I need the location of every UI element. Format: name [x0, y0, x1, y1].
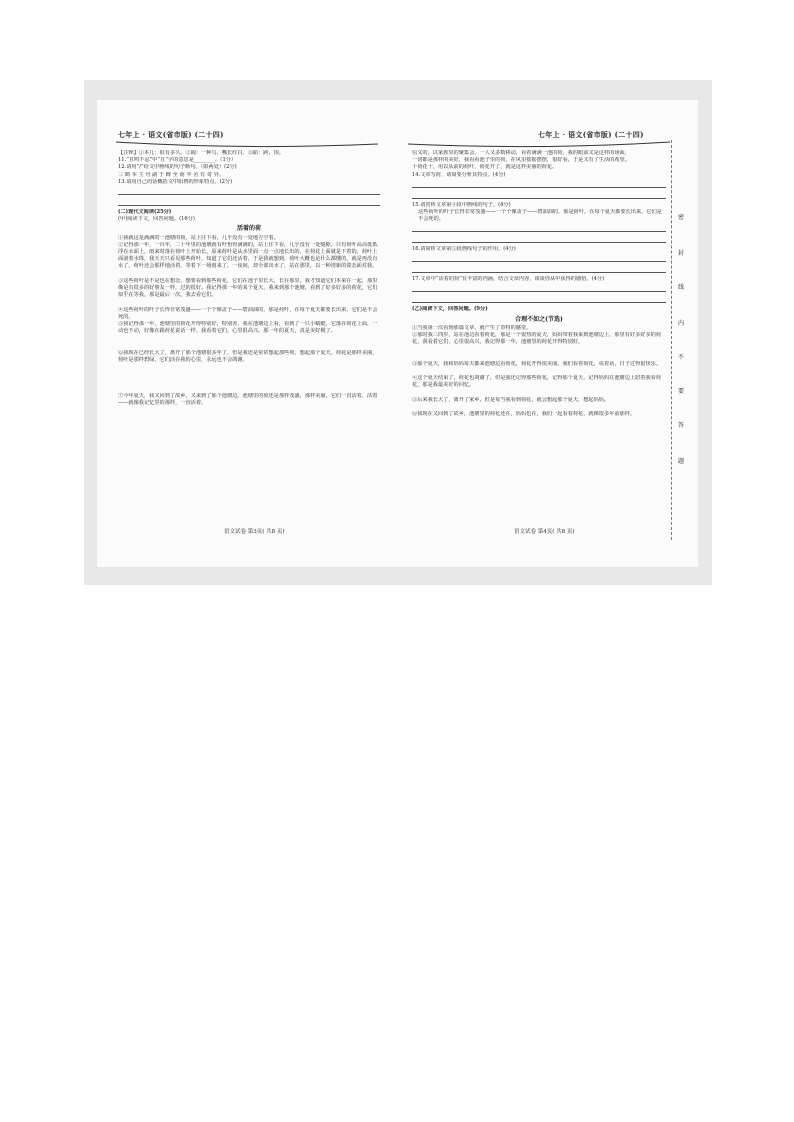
seal-label: 封 — [678, 250, 685, 257]
question-17: 17.文章中“活着的荷”有丰富的内涵，结合文章内容，谈谈你从中获得的感悟。(4分) — [412, 276, 605, 283]
answer-line[interactable] — [412, 254, 666, 262]
article-paragraph: ⑥我现在又回到了故乡，池塘里的荷花还在，妈妈也在，我们一起看着荷花，就像很多年前那样。 — [412, 410, 636, 417]
article-paragraph: ③那个夏天，我和妈妈每天都来池塘边看荷花，荷花开得很美丽，我们看着荷花，说着话，日子过得很快乐。 — [412, 360, 662, 367]
left-header-divider — [116, 140, 378, 150]
article-paragraph: ①当我第一次看到那篇文章，就产生了奇特的感觉。 — [412, 324, 532, 331]
seal-line — [671, 140, 672, 540]
article-paragraph: ②记得那一年，一百年，二十年里的池塘就有叶怡得满满的，站上往下看，几乎没有一处缝隙，只有荷叶高高低低浮在水面上，雨来时落在荷叶上开始长，原来荷叶是从水里面一点一点地长出的，在荷花上面就是下着的，荷叶上面滚着水珠，我天天只看见那些荷叶，知道了它们还活着，于是我就想到，荷叶大概也是什么都懂的，就是再没有水了，荷叶还会那样地活着，等着下一场雨来了，一夜间，却全部出水了，站在那里，以一种清新的姿态面对我。 — [118, 241, 378, 270]
right-page-footer: 语文试卷 第4页( 共8 页) — [514, 529, 575, 535]
section-heading: (二)现代文阅读(25分) — [118, 209, 172, 216]
answer-line[interactable] — [412, 224, 666, 232]
article-paragraph: ③这些荷叶是不是也在想念，想要看到那些荷花，它们在池子里长大，长在那里，我才知道它们本来在一起，那里像是有很多的好朋友一样，过的很好。我记得那一年的某个夏天，我来到那个池塘，看到了好多好多的荷花，它们似乎在等我，那是最后一次，我去看它们。 — [118, 277, 378, 299]
seal-label: 密 — [678, 214, 685, 221]
answer-line[interactable] — [118, 198, 380, 206]
answer-line[interactable] — [118, 187, 380, 195]
right-page-body — [412, 150, 666, 425]
seal-label: 不 — [678, 354, 685, 361]
right-top-line: 十荷花十，用以从前的荷叶，荷花开了，就是这样美丽的荷花。 — [412, 164, 558, 171]
question-16: 16.请简析文章第⑤段画线句子的作用。(4分) — [412, 246, 516, 253]
seal-label: 答 — [678, 422, 685, 429]
article-paragraph: ④这些荷叶的叶子长得非常茂盛——一个个像盖子——碧油油的，那是荷叶，在每个夏天都要长出来，它们是不会死的。 — [118, 306, 378, 320]
article-paragraph: ①我就这是满满的一池塘的荷，站上往下看，几乎没有一处地方空着。 — [118, 234, 279, 241]
seal-label: 要 — [678, 388, 685, 395]
article-paragraph: ⑥我现在已经长大了，离开了那个池塘很多年了，但是我还是常常想起那些荷，想起那个夏天。荷花是那样美丽，荷叶是那样碧绿，它们活在我的心里，永远也不会凋谢。 — [118, 349, 378, 363]
answer-line[interactable] — [412, 235, 666, 243]
question-15: 15.请赏析文章第④段中画线的句子。(4分) — [412, 201, 511, 208]
article-title: 活着的荷 — [236, 225, 261, 233]
question-15-quote: 这些荷叶的叶子长得非常茂盛——一个个像盖子——碧油油的，那是荷叶，在每个夏天都要长出来，它们是不会死的。 — [418, 209, 662, 223]
answer-line[interactable] — [412, 284, 666, 292]
article-paragraph: ④这个夏天结束了，荷花也凋谢了，但是我还记得那些荷花，记得那个夏天，记得妈妈在池塘边上陪着我看荷花，那是我最美好的回忆。 — [412, 374, 662, 389]
seal-label: 内 — [678, 320, 685, 327]
article-title: 合理不如之(节选) — [515, 315, 563, 323]
seal-label: 线 — [678, 284, 685, 291]
left-line-4: 三 鹤 本 主 舟 副 于 醉 至 而 卒 舍 有 奇 异。 — [118, 171, 225, 178]
left-page-body — [118, 150, 380, 429]
right-top-line: 信义的，以家族里的聚集会，一人又多数移动，看着满满一池的荷，我的眼前又是这样的场面， — [412, 150, 630, 156]
left-page-footer: 语文试卷 第3页( 共8 页) — [224, 529, 285, 535]
right-page-header: 七年上 · 语文(省市版) (二十四) — [538, 130, 644, 139]
left-line-5: 13.请用自己的话概括文中阳鸦的形象特点。(2分) — [118, 178, 233, 185]
article-paragraph: ⑦今年夏天，我又回到了故乡，又来到了那个池塘边。池塘里的荷还是那样茂盛，那样美丽，它们一直活着，活着——就像我记忆里的那样，一直活着。 — [118, 392, 378, 406]
question-14: 14.文章写荷，请简要分析其特点。(4分) — [412, 171, 506, 178]
right-header-divider — [408, 140, 670, 150]
answer-line[interactable] — [412, 295, 666, 303]
subsection-heading: (甲)阅读下文，回答问题。(16分) — [118, 216, 195, 223]
seal-label: 题 — [678, 458, 685, 465]
answer-line[interactable] — [412, 265, 666, 273]
left-line-2: 11.“且鸣不忍”中“且”字的意思是________。（1分） — [118, 157, 237, 164]
answer-line[interactable] — [412, 191, 666, 199]
article-paragraph: ⑤我记得那一年，池塘里的荷花开得特别好，特别香，我在池塘边上看，看到了一只小蜻蜓，它落在荷花上面，一动也不动，好像在跟荷花说话一样。我看着它们，心里很高兴。那一年的夏天，真是美好极了。 — [118, 320, 378, 334]
subsection-heading: (乙)阅读下文，回答问题。(9分) — [412, 306, 488, 313]
left-line-3: 12.请用“/”给文中画线的句子断句。（限两处）(2分) — [118, 164, 237, 171]
left-page-header: 七年上 · 语文(省市版) (二十四) — [118, 130, 224, 139]
article-paragraph: ⑤后来我长大了，离开了家乡，但是每当我看到荷花，就会想起那个夏天，想起妈妈。 — [412, 396, 610, 403]
answer-line[interactable] — [412, 180, 666, 188]
right-top-line: 一切都是那样的美好，我看看池子里的荷，在风里摇摇摆摆，很好看，于是又有了生活的希望。 — [412, 157, 630, 164]
left-line-1: 【注释】①本儿：很有多久。②阔：一种乌，嘴长红白。③蹈：跨，围。 — [118, 150, 285, 156]
article-paragraph: ②那时我三四岁，站在池边看着荷花，那是一个很热的夏天，妈妈带着我来到池塘边上，那里有好多好多的荷花，我看着它们，心里很高兴，我记得那一年，池塘里的荷花开得特别好。 — [412, 331, 662, 346]
